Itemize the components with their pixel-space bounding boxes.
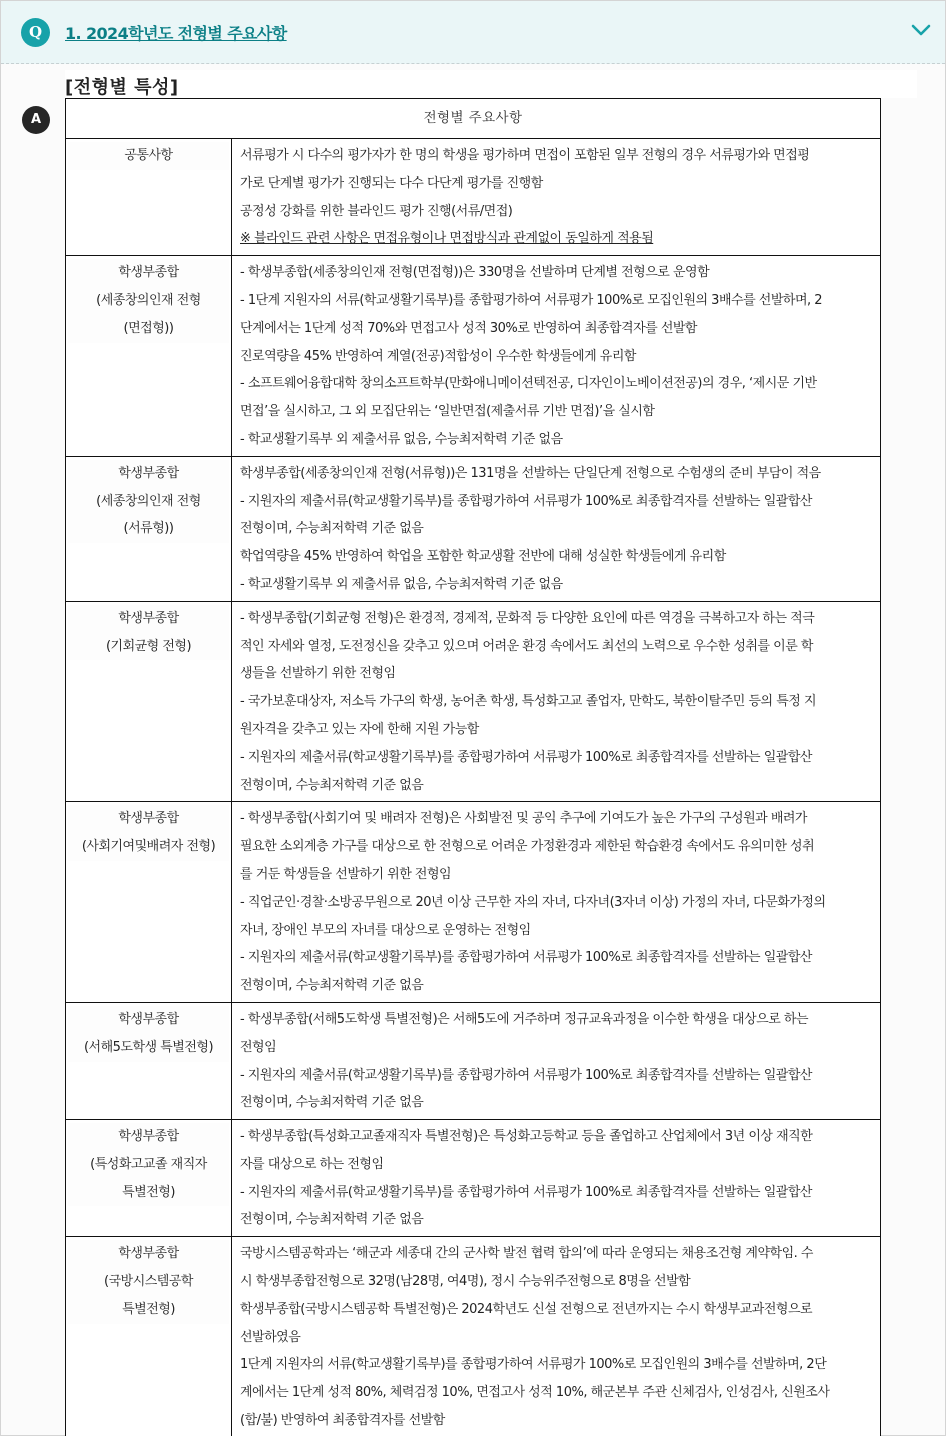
category-cell (66, 1237, 232, 1436)
description-line: 공정성 강화를 위한 블라인드 평가 진행(서류/면접) (240, 203, 513, 219)
description-line: - 소프트웨어융합대학 창의소프트학부(만화애니메이션텍전공, 디자인이노베이션전공)의 경우, ‘제시문 기반 (240, 376, 817, 392)
description-line: - 지원자의 제출서류(학교생활기록부)를 종합평가하여 서류평가 100%로 최종합격자를 선발하는 일괄합산 (240, 749, 812, 765)
description-cell (232, 1120, 881, 1237)
description-line: - 직업군인·경찰·소방공무원으로 20년 이상 근무한 자의 자녀, 다자녀(3자녀 이상) 가정의 자녀, 다문화가정의 (240, 894, 826, 910)
category-line: 공통사항 (124, 148, 173, 163)
table-header: 전형별 주요사항 (66, 99, 881, 139)
category-line: 학생부종합 (118, 1011, 179, 1027)
description-cell (232, 256, 881, 457)
category-label (68, 605, 229, 661)
category-cell (66, 456, 232, 601)
description-line: 학생부종합(국방시스템공학 특별전형)은 2024학년도 신설 전형으로 전년까지는 수시 학생부교과전형으로 (240, 1301, 813, 1317)
description-line: 서류평가 시 다수의 평가자가 한 명의 학생을 평가하며 면접이 포함된 일부 전형의 경우 서류평가와 면접평 (240, 148, 810, 163)
description-cell (232, 456, 881, 601)
category-line: (면접형)) (123, 320, 174, 336)
category-cell (66, 256, 232, 457)
category-line: (특성화고교졸 재직자 (90, 1156, 207, 1172)
description-line: 생들을 선발하기 위한 전형임 (240, 666, 396, 682)
description-line: - 지원자의 제출서류(학교생활기록부)를 종합평가하여 서류평가 100%로 최종합격자를 선발하는 일괄합산 (240, 1067, 812, 1083)
description-line: 선발하였음 (240, 1329, 301, 1345)
table-row (66, 139, 881, 256)
description-line: 국방시스템공학과는 ‘해군과 세종대 간의 군사학 발전 협력 합의’에 따라 운영되는 채용조건형 계약학임. 수 (240, 1246, 813, 1262)
description-line: 시 학생부종합전형으로 32명(남28명, 여4명), 정시 수능위주전형으로 8명을 선발함 (240, 1274, 691, 1290)
description-line: 를 거둔 학생들을 선발하기 위한 전형임 (240, 866, 452, 882)
description-line: 단계에서는 1단계 성적 70%와 면접고사 성적 30%로 반영하여 최종합격자를 선발함 (240, 320, 697, 336)
table-row (66, 601, 881, 802)
table-row (66, 1120, 881, 1237)
description-line: - 국가보훈대상자, 저소득 가구의 학생, 농어촌 학생, 특성화고교 졸업자, 만학도, 북한이탈주민 등의 특정 지 (240, 694, 817, 710)
category-line: 학생부종합 (118, 265, 179, 281)
description-line: 필요한 소외계층 가구를 대상으로 한 전형으로 어려운 가정환경과 제한된 학습환경 속에서도 유의미한 성취 (240, 839, 815, 855)
description-cell (232, 802, 881, 1003)
description-line: 적인 자세와 열정, 도전정신을 갖추고 있으며 어려운 환경 속에서도 최선의 노력으로 우수한 성취를 이룬 학 (240, 638, 813, 654)
category-cell (66, 1120, 232, 1237)
description-line: 자를 대상으로 하는 전형임 (240, 1156, 384, 1172)
category-line: 학생부종합 (118, 1246, 179, 1262)
description-line: 전형이며, 수능최저학력 기준 없음 (240, 777, 424, 793)
category-line: 학생부종합 (118, 811, 179, 827)
section-title: [전형별 특성] (65, 77, 179, 98)
description-line: 1단계 지원자의 서류(학교생활기록부)를 종합평가하여 서류평가 100%로 모집인원의 3배수를 선발하며, 2단 (240, 1357, 827, 1373)
description-line: 전형임 (240, 1039, 277, 1055)
table-header-row (66, 99, 881, 139)
category-label (68, 1123, 229, 1206)
description-line: 학업역량을 45% 반영하여 학업을 포함한 학교생활 전반에 대해 성실한 학생들에게 유리함 (240, 549, 726, 565)
description-line: - 학생부종합(기회균형 전형)은 환경적, 경제적, 문화적 등 다양한 요인에 따른 역경을 극복하고자 하는 적극 (240, 610, 815, 626)
category-line: 특별전형) (122, 1184, 175, 1200)
category-cell (66, 1002, 232, 1119)
description-line: 전형이며, 수능최저학력 기준 없음 (240, 1212, 424, 1228)
section-title-background (65, 70, 917, 98)
description-line: 계에서는 1단계 성적 80%, 체력검정 10%, 면접고사 성적 10%, 해군본부 주관 신체검사, 인성검사, 신원조사 (240, 1385, 830, 1401)
description-line: - 지원자의 제출서류(학교생활기록부)를 종합평가하여 서류평가 100%로 최종합격자를 선발하는 일괄합산 (240, 1184, 812, 1200)
question-badge: Q (21, 18, 50, 47)
description-line: 면접’을 실시하고, 그 외 모집단위는 ‘일반면접(제출서류 기반 면접)’을 실시함 (240, 404, 655, 420)
description-line: - 학교생활기록부 외 제출서류 없음, 수능최저학력 기준 없음 (240, 431, 563, 447)
description-cell (232, 139, 881, 256)
description-line: 전형이며, 수능최저학력 기준 없음 (240, 521, 424, 537)
description-line: 전형이며, 수능최저학력 기준 없음 (240, 978, 424, 994)
category-line: 학생부종합 (118, 1129, 179, 1145)
category-label (68, 259, 229, 342)
description-line: (합/불) 반영하여 최종합격자를 선발함 (240, 1413, 445, 1429)
description-line: - 1단계 지원자의 서류(학교생활기록부)를 종합평가하여 서류평가 100%로 모집인원의 3배수를 선발하며, 2 (240, 292, 823, 308)
description-line: - 학교생활기록부 외 제출서류 없음, 수능최저학력 기준 없음 (240, 576, 563, 592)
answer-badge: A (22, 106, 50, 134)
description-line: - 학생부종합(특성화고교졸재직자 특별전형)은 특성화고등학교 등을 졸업하고 산업체에서 3년 이상 재직한 (240, 1129, 813, 1145)
description-line: - 학생부종합(사회기여 및 배려자 전형)은 사회발전 및 공익 추구에 기여도가 높은 가구의 구성원과 배려가 (240, 811, 807, 827)
description-line: 전형이며, 수능최저학력 기준 없음 (240, 1095, 424, 1111)
category-line: 특별전형) (122, 1301, 175, 1317)
description-line: 진로역량을 45% 반영하여 계열(전공)적합성이 우수한 학생들에게 유리함 (240, 348, 636, 364)
description-line: 원자격을 갖추고 있는 자에 한해 지원 가능함 (240, 721, 479, 737)
category-line: (국방시스템공학 (104, 1274, 193, 1290)
description-line: 자녀, 장애인 부모의 자녀를 대상으로 운영하는 전형임 (240, 922, 531, 938)
category-line: 학생부종합 (118, 610, 179, 626)
category-line: (세종창의인재 전형 (96, 292, 201, 308)
description-cell (232, 601, 881, 802)
table-row (66, 456, 881, 601)
category-label (68, 460, 229, 543)
category-cell (66, 139, 232, 256)
chevron-down-icon[interactable] (911, 23, 931, 37)
description-line: - 지원자의 제출서류(학교생활기록부)를 종합평가하여 서류평가 100%로 최종합격자를 선발하는 일괄합산 (240, 493, 812, 509)
question-title-link[interactable]: 1. 2024학년도 전형별 주요사항 (65, 24, 287, 43)
description-line: - 지원자의 제출서류(학교생활기록부)를 종합평가하여 서류평가 100%로 최종합격자를 선발하는 일괄합산 (240, 950, 812, 966)
table-row (66, 256, 881, 457)
note-line: ※ 블라인드 관련 사항은 면접유형이나 면접방식과 관계없이 동일하게 적용됨 (240, 231, 654, 247)
description-line: 가로 단계별 평가가 진행되는 다수 다단계 평가를 진행함 (240, 175, 543, 191)
category-label (68, 805, 229, 861)
table-row (66, 802, 881, 1003)
question-header[interactable] (1, 1, 945, 64)
description-line: 학생부종합(세종창의인재 전형(서류형))은 131명을 선발하는 단일단계 전형으로 수험생의 준비 부담이 적음 (240, 465, 821, 481)
category-line: 학생부종합 (118, 465, 179, 481)
category-label (68, 142, 229, 170)
table-row (66, 1002, 881, 1119)
description-line: - 학생부종합(세종창의인재 전형(면접형))은 330명을 선발하며 단계별 전형으로 운영함 (240, 265, 710, 281)
category-line: (세종창의인재 전형 (96, 493, 201, 509)
category-label (68, 1006, 229, 1062)
description-cell (232, 1002, 881, 1119)
description-cell (232, 1237, 881, 1436)
table-row (66, 1237, 881, 1436)
category-cell (66, 802, 232, 1003)
category-line: (사회기여및배려자 전형) (81, 839, 216, 855)
answer-panel (1, 65, 945, 1436)
admission-types-table (65, 98, 881, 1436)
table-body (66, 139, 881, 1436)
description-line: - 학생부종합(서해5도학생 특별전형)은 서해5도에 거주하며 정규교육과정을 이수한 학생을 대상으로 하는 (240, 1011, 809, 1027)
category-line: (서해5도학생 특별전형) (83, 1039, 214, 1055)
category-label (68, 1240, 229, 1323)
category-cell (66, 601, 232, 802)
category-line: (서류형)) (123, 521, 174, 537)
category-line: (기회균형 전형) (105, 638, 192, 654)
